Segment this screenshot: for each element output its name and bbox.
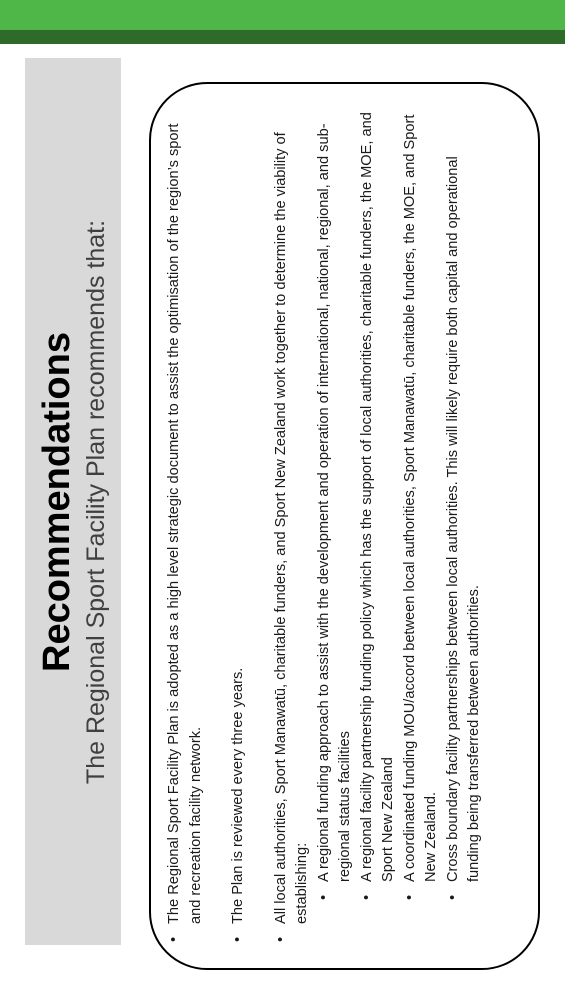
top-accent-bar-dark: [0, 30, 565, 44]
sub-item: • Cross boundary facility partnerships between local authorities. This will likely require both capital and operational funding being transferred between authorities.: [443, 106, 486, 924]
recommendation-item: [164, 106, 207, 946]
recommendation-text: The Plan is reviewed every three years.: [230, 667, 246, 924]
recommendations-list: [164, 106, 524, 946]
top-accent-bar: [0, 0, 565, 30]
page-title: Recommendations: [36, 332, 78, 672]
page-subtitle: The Regional Sport Facility Plan recommends that:: [82, 219, 110, 785]
sub-item: • A coordinated funding MOU/accord between local authorities, Sport Manawatū, charitable funders, the MOE, and Sport New Zealand.: [400, 106, 443, 924]
sub-list: [314, 106, 486, 924]
recommendation-text: The Regional Sport Facility Plan is adopted as a high level strategic document to assist the optimisation of the region’s sport and recreation facility network.: [166, 123, 204, 924]
recommendation-item: [228, 106, 250, 946]
sub-item: • A regional facility partnership funding policy which has the support of local authorities, charitable funders, the MOE, and Sport New Zealand: [357, 106, 400, 924]
header: [25, 59, 121, 946]
sub-item: • A regional funding approach to assist with the development and operation of international, national, regional, and sub-regional status facilities: [314, 106, 357, 924]
recommendation-text: All local authorities, Sport Manawatū, charitable funders, and Sport New Zealand work together to determine the viability of establishing:: [272, 132, 310, 924]
recommendation-item: [271, 106, 486, 946]
